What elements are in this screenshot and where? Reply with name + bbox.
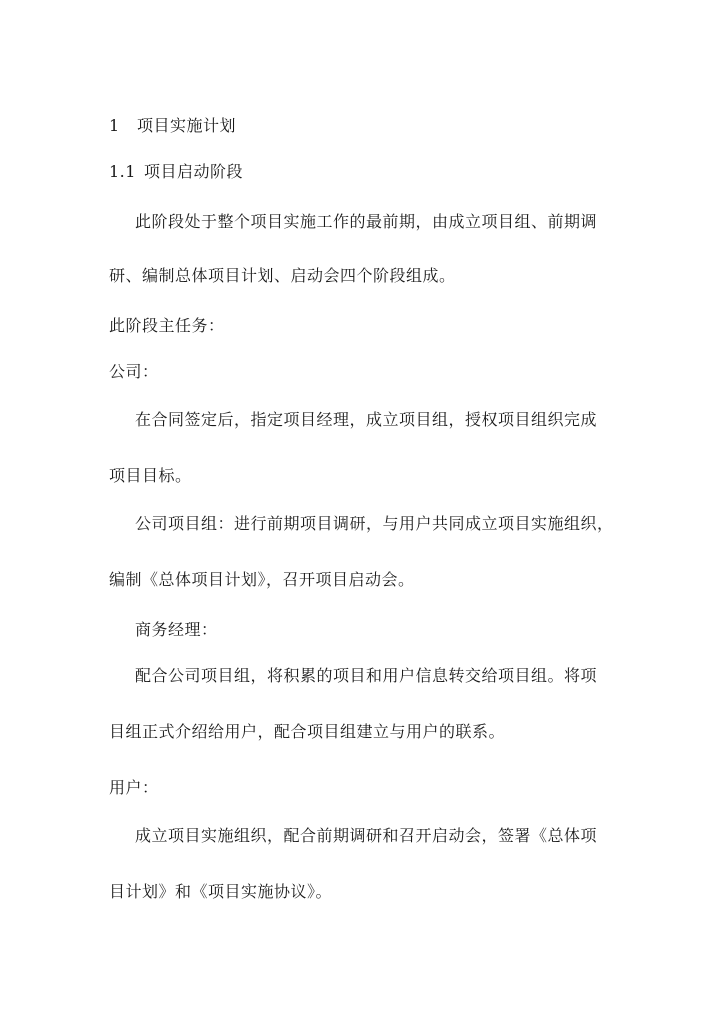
subsection-heading (109, 162, 243, 182)
intro-line-1: 此阶段处于整个项目实施工作的最前期，由成立项目组、前期调 (135, 212, 598, 231)
section-heading (109, 116, 236, 136)
section-number: 1 (109, 116, 120, 135)
section-title: 项目实施计划 (137, 116, 237, 135)
tasks-heading: 此阶段主任务： (109, 316, 225, 335)
user-p1-line-2: 目计划》和《项目实施协议》。 (109, 882, 333, 901)
subsection-number: 1.1 (109, 162, 136, 181)
user-p1-line-1: 成立项目实施组织，配合前期调研和召开启动会，签署《总体项 (135, 826, 598, 845)
user-label: 用户： (109, 778, 159, 797)
company-p3-line-1: 配合公司项目组，将积累的项目和用户信息转交给项目组。将项 (135, 666, 598, 685)
business-manager-label: 商务经理： (135, 620, 218, 639)
company-p1-line-2: 项目目标。 (109, 466, 192, 485)
company-p1-line-1: 在合同签定后，指定项目经理，成立项目组，授权项目组织完成 (135, 410, 598, 429)
subsection-title: 项目启动阶段 (143, 162, 243, 181)
company-p2-line-2: 编制《总体项目计划》，召开项目启动会。 (109, 570, 415, 589)
company-label: 公司： (109, 362, 159, 381)
company-p2-line-1: 公司项目组：进行前期项目调研，与用户共同成立项目实施组织， (135, 514, 614, 533)
intro-line-2: 研、编制总体项目计划、启动会四个阶段组成。 (109, 266, 456, 285)
company-p3-line-2: 目组正式介绍给用户，配合项目组建立与用户的联系。 (109, 722, 506, 741)
